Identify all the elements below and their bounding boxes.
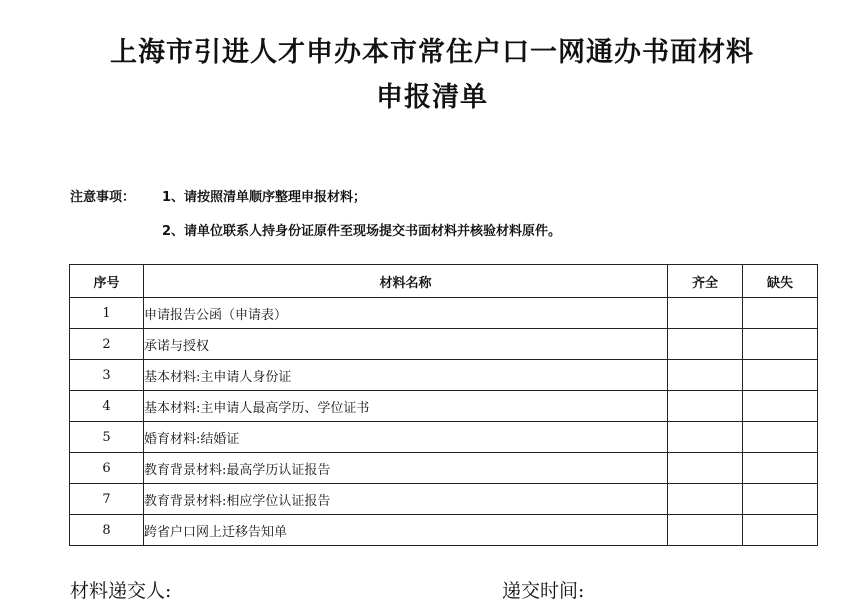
missing-cell[interactable] xyxy=(743,515,818,546)
header-material-name: 材料名称 xyxy=(144,265,668,298)
table-row xyxy=(70,391,818,422)
submission-time-label: 递交时间: xyxy=(502,580,585,602)
header-number: 序号 xyxy=(70,265,144,298)
row-number: 1 xyxy=(70,298,144,329)
table-header-row xyxy=(70,265,818,298)
table-row xyxy=(70,422,818,453)
row-number: 5 xyxy=(70,422,144,453)
table-row xyxy=(70,298,818,329)
row-material-name: 跨省户口网上迁移告知单 xyxy=(144,515,668,546)
table-row xyxy=(70,360,818,391)
row-material-name: 申请报告公函（申请表） xyxy=(144,298,668,329)
row-number: 4 xyxy=(70,391,144,422)
row-number: 3 xyxy=(70,360,144,391)
complete-cell[interactable] xyxy=(668,360,743,391)
complete-cell[interactable] xyxy=(668,515,743,546)
missing-cell[interactable] xyxy=(743,329,818,360)
row-material-name: 婚育材料:结婚证 xyxy=(144,422,668,453)
document-title-line1: 上海市引进人才申办本市常住户口一网通办书面材料 xyxy=(110,37,754,68)
submitter-label: 材料递交人: xyxy=(70,580,172,602)
header-complete: 齐全 xyxy=(668,265,743,298)
row-material-name: 教育背景材料:最高学历认证报告 xyxy=(144,453,668,484)
complete-cell[interactable] xyxy=(668,329,743,360)
row-number: 6 xyxy=(70,453,144,484)
notice-item-1: 1、请按照清单顺序整理申报材料； xyxy=(162,190,367,205)
table-row xyxy=(70,453,818,484)
table-row xyxy=(70,484,818,515)
table-row xyxy=(70,329,818,360)
notice-item-2: 2、请单位联系人持身份证原件至现场提交书面材料并核验材料原件。 xyxy=(162,224,562,239)
document-title-line2: 申报清单 xyxy=(376,82,488,113)
row-material-name: 基本材料:主申请人最高学历、学位证书 xyxy=(144,391,668,422)
materials-table xyxy=(69,264,818,546)
missing-cell[interactable] xyxy=(743,484,818,515)
header-missing: 缺失 xyxy=(743,265,818,298)
row-number: 8 xyxy=(70,515,144,546)
complete-cell[interactable] xyxy=(668,484,743,515)
row-material-name: 承诺与授权 xyxy=(144,329,668,360)
missing-cell[interactable] xyxy=(743,391,818,422)
complete-cell[interactable] xyxy=(668,298,743,329)
missing-cell[interactable] xyxy=(743,298,818,329)
complete-cell[interactable] xyxy=(668,453,743,484)
complete-cell[interactable] xyxy=(668,422,743,453)
row-material-name: 教育背景材料:相应学位认证报告 xyxy=(144,484,668,515)
complete-cell[interactable] xyxy=(668,391,743,422)
row-number: 2 xyxy=(70,329,144,360)
row-material-name: 基本材料:主申请人身份证 xyxy=(144,360,668,391)
notice-label: 注意事项： xyxy=(70,190,136,205)
missing-cell[interactable] xyxy=(743,422,818,453)
table-row xyxy=(70,515,818,546)
missing-cell[interactable] xyxy=(743,360,818,391)
row-number: 7 xyxy=(70,484,144,515)
missing-cell[interactable] xyxy=(743,453,818,484)
